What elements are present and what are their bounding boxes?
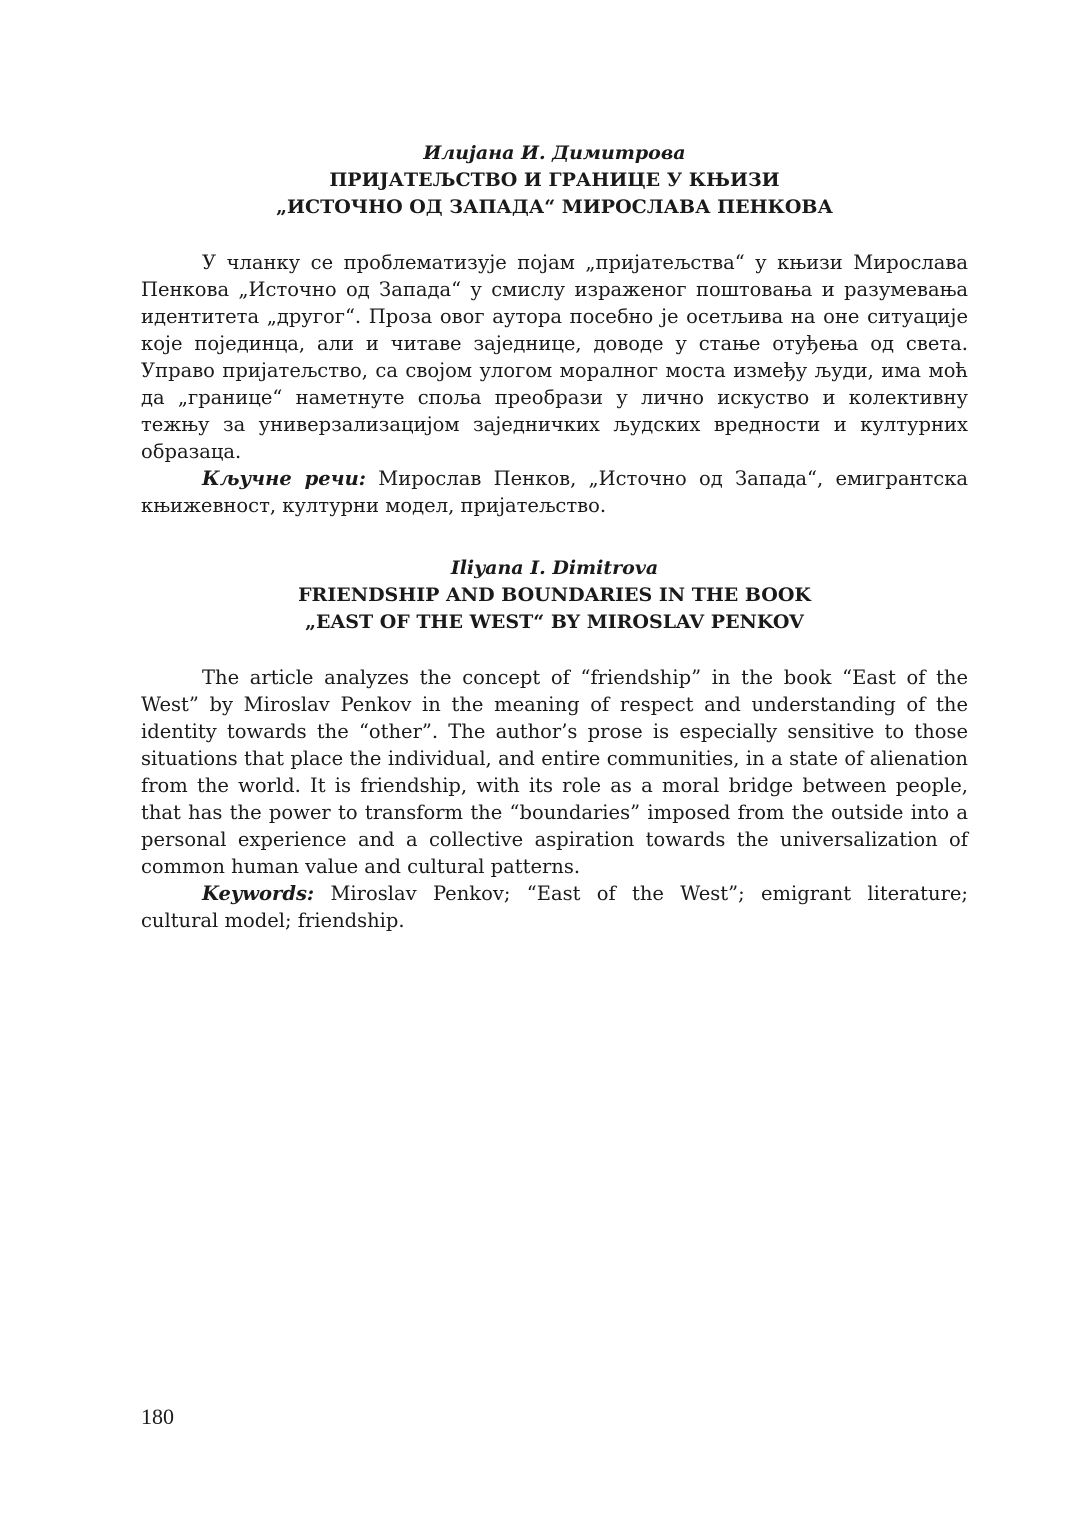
english-section bbox=[141, 555, 968, 934]
abstract-english-text: The article analyzes the concept of “friendship” in the book “East of the West” by Miroslav Penkov in the meaning of respect and understanding of the identity towards the “other”. The author’s prose is especially sensitive to those situations that place the individual, and entire communities, in a state of alienation from the world. It is friendship, with its role as a moral bridge between people, that has the power to transform the “boundaries” imposed from the outside into a personal experience and a collective aspiration towards the universalization of common human value and cultural patterns. bbox=[141, 666, 968, 878]
serbian-section bbox=[141, 140, 968, 519]
title-english-line1: FRIENDSHIP AND BOUNDARIES IN THE BOOK bbox=[298, 584, 811, 606]
title-serbian-line1: ПРИЈАТЕЉСТВО И ГРАНИЦЕ У КЊИЗИ bbox=[329, 169, 780, 191]
keywords-english bbox=[141, 880, 968, 934]
keywords-text-english: Miroslav Penkov; “East of the West”; emigrant literature; cultural model; friendship. bbox=[141, 882, 968, 932]
keywords-label-english: Keywords: bbox=[202, 882, 315, 905]
page-content bbox=[141, 140, 968, 934]
abstract-serbian-text: У чланку се проблематизује појам „пријатељства“ у књизи Мирослава Пенкова „Источно од Запада“ у смислу израженог поштовања и разумевања идентитета „другог“. Проза овог аутора посебно је осетљива на оне ситуације које појединца, али и читаве заједнице, доводе у стање отуђења од света. Управо пријатељство, са својом улогом моралног моста између људи, има моћ да „границе“ наметнуте споља преобрази у лично искуство и колективну тежњу за универзализацијом заједничких људских вредности и културних образаца. bbox=[141, 251, 968, 463]
author-name-serbian: Илијана И. Димитрова bbox=[423, 142, 686, 164]
page-number: 180 bbox=[141, 1404, 174, 1429]
author-name-english: Iliyana I. Dimitrova bbox=[450, 557, 659, 579]
title-english-line2: „EAST OF THE WEST“ BY MIROSLAV PENKOV bbox=[305, 611, 804, 633]
title-serbian-line2: „ИСТОЧНО ОД ЗАПАДА“ МИРОСЛАВА ПЕНКОВА bbox=[276, 196, 833, 218]
keywords-serbian bbox=[141, 465, 968, 519]
keywords-label-serbian: Кључне речи: bbox=[202, 467, 366, 490]
abstract-serbian bbox=[141, 249, 968, 519]
keywords-text-serbian: Мирослав Пенков, „Источно од Запада“, емигрантска књижевност, културни модел, пријатељство. bbox=[141, 467, 969, 517]
abstract-english bbox=[141, 664, 968, 934]
